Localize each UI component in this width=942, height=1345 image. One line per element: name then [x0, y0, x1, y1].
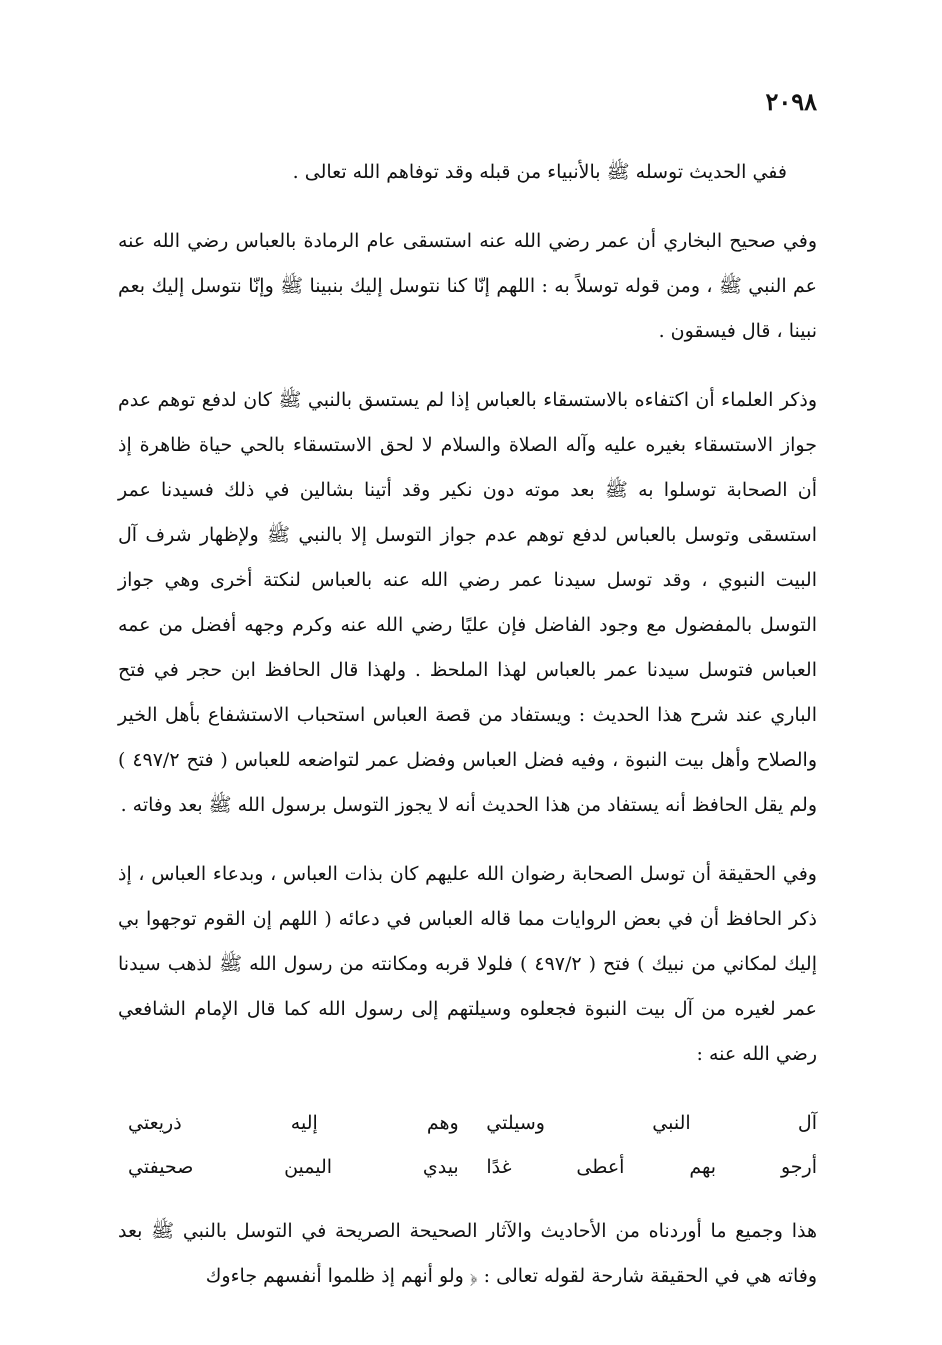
poem-verses [118, 1101, 817, 1189]
verse-2-first-hemistich [486, 1145, 817, 1189]
page-number: ٢٠٩٨ [765, 87, 817, 116]
verse-word: وهم [426, 1112, 459, 1134]
verse-word: وسيلتي [486, 1112, 545, 1134]
paragraph-1: ففي الحديث توسله ﷺ بالأنبياء من قبله وقد توفاهم الله تعالى . [292, 161, 787, 183]
paragraph-2: وفي صحيح البخاري أن عمر رضي الله عنه استسقى عام الرمادة بالعباس رضي الله عنه عم النبي ﷺ ، ومن قوله توسلاً به : اللهم إنّا كنا نتوسل إليك بنبينا ﷺ وإنّا نتوسل إليك بعم نبينا ، قال فيسقون . [118, 230, 817, 342]
final-paragraph: هذا وجميع ما أوردناه من الأحاديث والآثار الصحيحة الصريحة في التوسل بالنبي ﷺ بعد وفاته هي في الحقيقة شارحة لقوله تعالى : ﴿ ولو أنهم إذ ظلموا أنفسهم جاءوك [118, 1220, 817, 1287]
verse-word: اليمين [284, 1156, 333, 1178]
verse-word: أرجو [780, 1156, 817, 1178]
paragraph-3: وذكر العلماء أن اكتفاءه بالاستسقاء بالعباس إذا لم يستسق بالنبي ﷺ كان لدفع توهم عدم جواز الاستسقاء بغيره عليه وآله الصلاة والسلام لا لحق الاستسقاء بالحي حياة ظاهرة إذ أن الصحابة توسلوا به ﷺ بعد موته دون نكير وقد أتينا بشالين في ذلك فسيدنا عمر استسقى وتوسل بالعباس لدفع توهم عدم جواز التوسل إلا بالنبي ﷺ ولإظهار شرف آل البيت النبوي ، وقد توسل سيدنا عمر رضي الله عنه بالعباس لنكتة أخرى وهي جواز التوسل بالمفضول مع وجود الفاضل فإن عليًا رضي الله عنه وكرم وجهه أفضل من عمه العباس فتوسل سيدنا عمر بالعباس لهذا الملحظ . ولهذا قال الحافظ ابن حجر في فتح الباري عند شرح هذا الحديث : ويستفاد من قصة العباس استحباب الاستشفاع بأهل الخير والصلاح وأهل بيت النبوة ، وفيه فضل العباس وفضل عمر لتواضعه للعباس ( فتح ٤٩٧/٢ ) ولم يقل الحافظ أنه يستفاد من هذا الحديث أنه لا يجوز التوسل برسول الله ﷺ بعد وفاته . [118, 389, 817, 816]
paragraph-4: وفي الحقيقة أن توسل الصحابة رضوان الله عليهم كان بذات العباس ، وبدعاء العباس ، إذ ذكر الحافظ أن في بعض الروايات مما قاله العباس في دعائه ( اللهم إن القوم توجهوا بي إليك لمكاني من نبيك ) فتح ( ٤٩٧/٢ ) فلولا قربه ومكانته من رسول الله ﷺ لذهب سيدنا عمر لغيره من آل بيت النبوة فجعلوه وسيلتهم إلى رسول الله كما قال الإمام الشافعي رضي الله عنه : [118, 863, 817, 1065]
verse-1-first-hemistich [486, 1101, 817, 1145]
verse-word: غدًا [486, 1156, 512, 1178]
verse-word: إليه [290, 1112, 318, 1134]
verse-1-second-hemistich [128, 1101, 459, 1145]
page-body [118, 150, 817, 1323]
poem-verse-1 [118, 1101, 817, 1145]
verse-word: بهم [689, 1156, 717, 1178]
verse-word: صحيفتي [128, 1156, 194, 1178]
verse-word: آل [797, 1112, 817, 1134]
poem-verse-2 [118, 1145, 817, 1189]
verse-word: النبي [652, 1112, 691, 1134]
verse-word: بيدي [422, 1156, 459, 1178]
verse-word: ذريعتي [128, 1112, 182, 1134]
verse-2-second-hemistich [128, 1145, 459, 1189]
verse-word: أعطى [576, 1156, 625, 1178]
